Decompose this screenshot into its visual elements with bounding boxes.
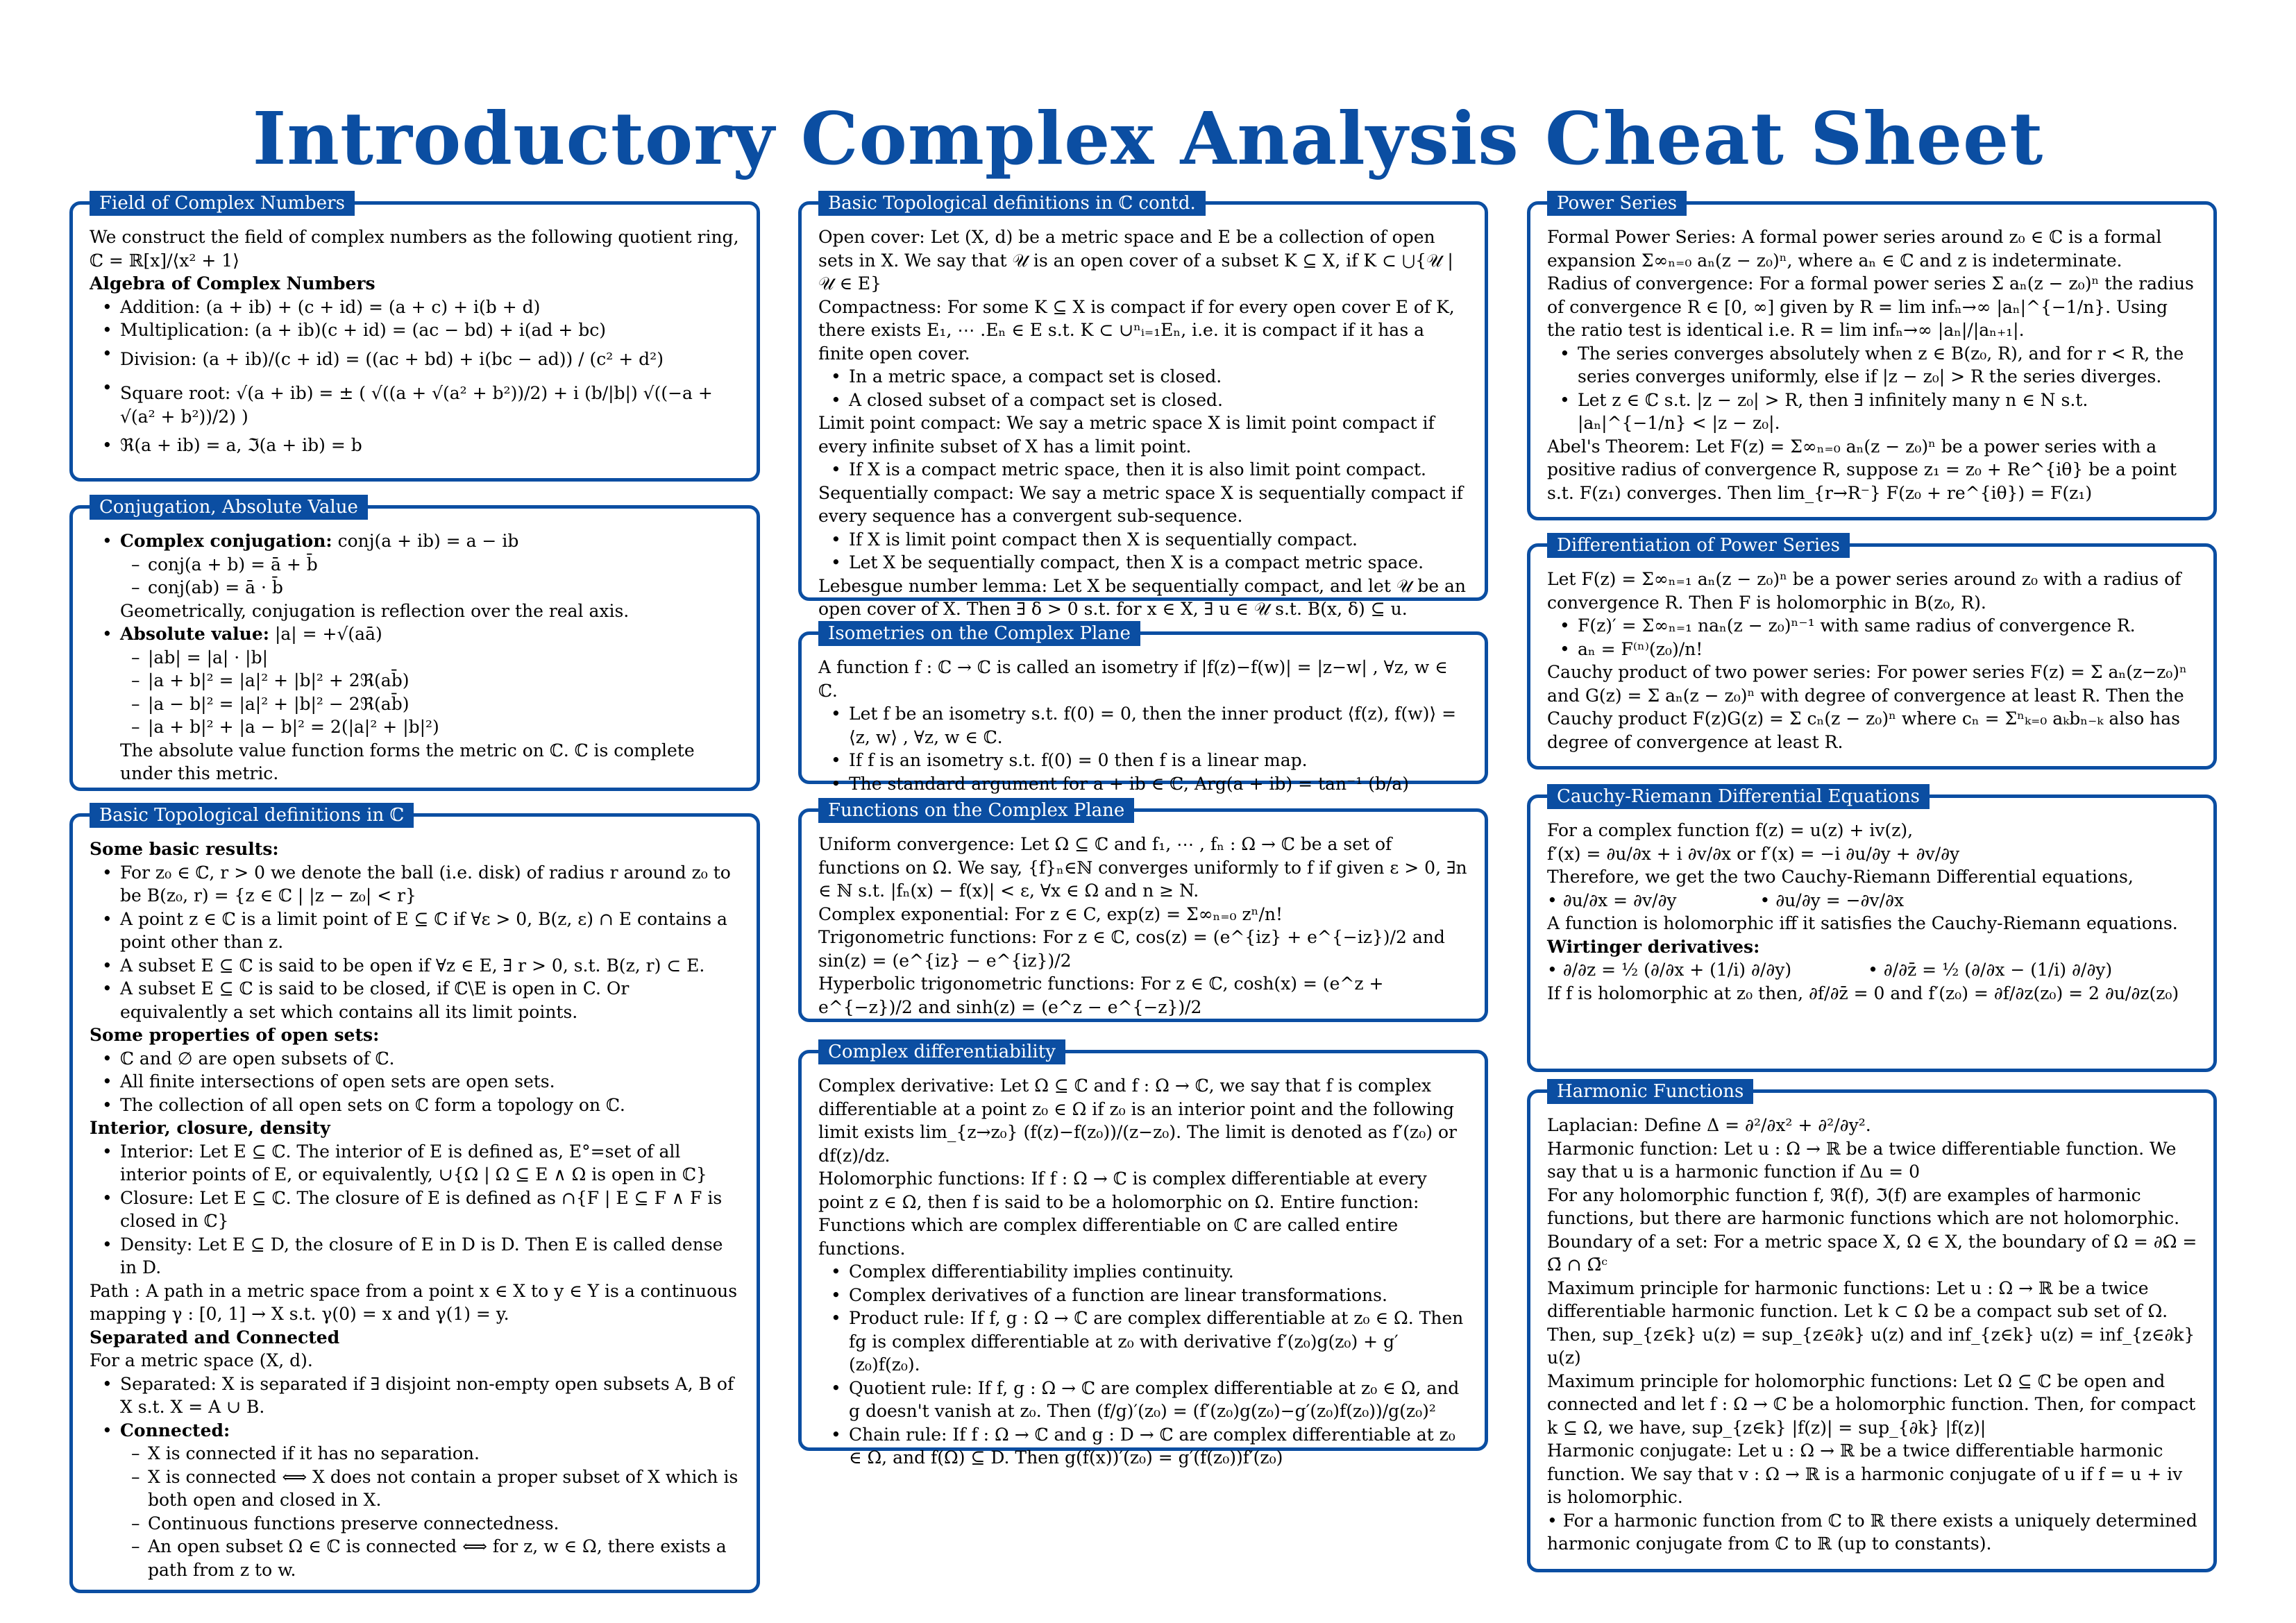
connected-label: Connected:: [120, 1420, 230, 1441]
interior-heading: Interior, closure, density: [90, 1118, 330, 1138]
cr-intro-1: For a complex function f(z) = u(z) + iv(z),: [1547, 820, 1914, 840]
uniform-convergence: Uniform convergence: Let Ω ⊆ ℂ and f₁, ⋯ , fₙ : Ω → ℂ be a set of functions on Ω. We say, {f}ₙ∈ℕ converges uniformly to f if given ε > 0, ∃n ∈ ℕ s.t. |fₙ(x) − f(x)| < ε, ∀x ∈ Ω and n ≥ N.: [818, 834, 1467, 901]
box-title: Differentiation of Power Series: [1547, 533, 1850, 558]
box-title: Basic Topological definitions in ℂ: [90, 803, 414, 828]
list-item: [120, 1419, 741, 1582]
list-item: • Closure: Let E ⊆ ℂ. The closure of E is defined as ∩{F | E ⊆ F ∧ F is closed in ℂ}: [120, 1187, 741, 1233]
page-title: Introductory Complex Analysis Cheat Sheet: [252, 96, 2044, 181]
list-item: • A point z ∈ ℂ is a limit point of E ⊆ ℂ if ∀ε > 0, B(z, ε) ∩ E contains a point other than z.: [120, 908, 741, 954]
list-item: • If X is limit point compact then X is sequentially compact.: [849, 528, 1469, 552]
list-item: – Continuous functions preserve connectedness.: [148, 1512, 741, 1536]
box-topology-2: [798, 193, 1488, 619]
box-power-series: [1527, 193, 2217, 520]
box-title: Field of Complex Numbers: [90, 191, 355, 216]
list-item: • Let z ∈ ℂ s.t. |z − z₀| > R, then ∃ infinitely many n ∈ N s.t. |aₙ|^{−1/n} < |z − z₀|.: [1578, 389, 2198, 435]
abels-theorem: Abel's Theorem: Let F(z) = Σ∞ₙ₌₀ aₙ(z − z₀)ⁿ be a power series with a positive radius of convergence R, suppose z₁ = z₀ + Re^{iθ} be a point s.t. F(z₁) converges. Then lim_{r→R⁻} F(z₀ + re^{iθ}) = F(z₁): [1547, 436, 2177, 503]
open-sets-heading: Some properties of open sets:: [90, 1025, 380, 1045]
cr-last: If f is holomorphic at z₀ then, ∂f/∂z̄ = 0 and f′(z₀) = ∂f/∂z(z₀) = 2 ∂u/∂z(z₀): [1547, 983, 2179, 1003]
list-item: – X is connected ⟺ X does not contain a proper subset of X which is both open and closed in X.: [148, 1465, 741, 1512]
cr-intro-2: f′(x) = ∂u/∂x + i ∂v/∂x or f′(x) = −i ∂u/∂y + ∂v/∂y: [1547, 843, 1960, 864]
list-item: [120, 622, 741, 785]
complex-derivative: Complex derivative: Let Ω ⊆ ℂ and f : Ω → ℂ, we say that f is complex differentiable at a point z₀ ∈ Ω if z₀ is an interior point and the following limit exists lim_{z→z₀} (f(z)−f(z₀))/(z−z₀). The limit is denoted as f′(z₀) or df(z)/dz.: [818, 1076, 1457, 1166]
max-principle-holomorphic: Maximum principle for holomorphic functions: Let Ω ⊆ ℂ be open and connected and let f : Ω → ℂ be a holomorphic function. Then, for compact k ⊆ Ω, we have, sup_{z∈k} |f(z)| = sup_{∂k} |f(z)|: [1547, 1370, 2196, 1438]
box-isometries: [798, 623, 1488, 794]
box-title: Cauchy-Riemann Differential Equations: [1547, 784, 1930, 809]
list-item: • Interior: Let E ⊆ ℂ. The interior of E is defined as, E°=set of all interior points of E, or equivalently, ∪{Ω | Ω ⊆ E ∧ Ω is open in ℂ}: [120, 1140, 741, 1187]
list-item: – An open subset Ω ∈ ℂ is connected ⟺ for z, w ∈ Ω, there exists a path from z to w.: [148, 1535, 741, 1581]
conj-geom: Geometrically, conjugation is reflection over the real axis.: [120, 600, 630, 621]
isometry-intro: A function f : ℂ → ℂ is called an isometry if |f(z)−f(w)| = |z−w| , ∀z, w ∈ ℂ.: [818, 657, 1448, 701]
conj-def: conj(a + ib) = a − ib: [337, 531, 519, 551]
box-differentiation-power-series: [1527, 535, 2217, 770]
cr-eq-2: ∂u/∂y = −∂v/∂x: [1775, 890, 1905, 910]
list-item: • Quotient rule: If f, g : Ω → ℂ are complex differentiable at z₀ ∈ Ω, and g doesn't vanish at z₀. Then (f/g)′(z₀) = (f′(z₀)g(z₀)−g′(z₀)f(z₀))/g(z₀)²: [849, 1377, 1469, 1423]
list-item: • All finite intersections of open sets are open sets.: [120, 1070, 741, 1094]
list-item: [120, 529, 741, 622]
wirtinger-1: ∂/∂z = ½ (∂/∂x + (1/i) ∂/∂y): [1562, 960, 1792, 980]
box-title: Conjugation, Absolute Value: [90, 495, 368, 520]
list-item: • F(z)′ = Σ∞ₙ₌₁ naₙ(z − z₀)ⁿ⁻¹ with same radius of convergence R.: [1578, 614, 2198, 638]
box-complex-differentiability: [798, 1042, 1488, 1468]
wirtinger-heading: Wirtinger derivatives:: [1547, 936, 1760, 957]
box-topology-1: [69, 805, 760, 1593]
lebesgue-lemma: Lebesgue number lemma: Let X be sequentially compact, and let 𝒰 be an open cover of X. Then ∃ δ > 0 s.t. for x ∈ X, ∃ u ∈ 𝒰 s.t. B(x, δ) ⊆ u.: [818, 575, 1467, 619]
separated-intro: For a metric space (X, d).: [90, 1350, 313, 1370]
list-item: – |ab| = |a| · |b|: [148, 646, 741, 670]
box-harmonic-functions: [1527, 1081, 2217, 1572]
field-intro: We construct the field of complex numbers as the following quotient ring, ℂ = ℝ[x]/⟨x² + 1⟩: [90, 227, 739, 271]
abs-label: Absolute value:: [120, 624, 269, 644]
list-item: • The series converges absolutely when z ∈ B(z₀, R), and for r < R, the series converges uniformly, else if |z − z₀| > R the series diverges.: [1578, 342, 2198, 389]
abs-note: The absolute value function forms the metric on ℂ. ℂ is complete under this metric.: [120, 740, 695, 783]
list-item: • If X is a compact metric space, then it is also limit point compact.: [849, 458, 1469, 482]
path-definition: Path : A path in a metric space from a point x ∈ X to y ∈ Y is a continuous mapping γ : [0, 1] → X s.t. γ(0) = x and γ(1) = y.: [90, 1280, 738, 1324]
list-item: • ℂ and ∅ are open subsets of ℂ.: [120, 1047, 741, 1071]
hyperbolic-functions: Hyperbolic trigonometric functions: For z ∈ ℂ, cosh(x) = (e^z + e^{−z})/2 and sinh(z) = (e^z − e^{−z})/2: [818, 974, 1384, 1017]
complex-exponential: Complex exponential: For z ∈ C, exp(z) = Σ∞ₙ₌₀ zⁿ/n!: [818, 903, 1283, 924]
list-item: – |a + b|² + |a − b|² = 2(|a|² + |b|²): [148, 715, 741, 739]
cr-therefore: Therefore, we get the two Cauchy-Riemann Differential equations,: [1547, 867, 2134, 887]
list-item: • Let X be sequentially compact, then X is a compact metric space.: [849, 551, 1469, 575]
box-title: Complex differentiability: [818, 1039, 1065, 1064]
formal-power-series: Formal Power Series: A formal power series around z₀ ∈ ℂ is a formal expansion Σ∞ₙ₌₀ aₙ(z − z₀)ⁿ, where aₙ ∈ ℂ and z is indeterminate.: [1547, 227, 2162, 271]
list-item: • aₙ = F⁽ⁿ⁾(z₀)/n!: [1578, 638, 2198, 661]
harmonic-examples: For any holomorphic function f, ℜ(f), ℑ(f) are examples of harmonic functions, but there are harmonic functions which are not holomorphic.: [1547, 1184, 2180, 1228]
harmonic-function: Harmonic function: Let u : Ω → ℝ be a twice differentiable function. We say that u is a harmonic function if Δu = 0: [1547, 1138, 2177, 1182]
list-item: • The standard argument for a + ib ∈ ℂ, Arg(a + ib) = tan⁻¹ (b/a): [849, 772, 1469, 796]
box-title: Basic Topological definitions in ℂ contd.: [818, 191, 1206, 216]
basic-results-heading: Some basic results:: [90, 839, 279, 859]
wirtinger-2: ∂/∂z̄ = ½ (∂/∂x − (1/i) ∂/∂y): [1883, 960, 2113, 980]
list-item: • Density: Let E ⊆ D, the closure of E in D is D. Then E is called dense in D.: [120, 1233, 741, 1280]
cauchy-product: Cauchy product of two power series: For power series F(z) = Σ aₙ(z−z₀)ⁿ and G(z) = Σ aₙ(z − z₀)ⁿ with degree of convergence at least R. Then the Cauchy product F(z)G(z) = Σ cₙ(z − z₀)ⁿ where cₙ = Σⁿₖ₌₀ aₖbₙ₋ₖ also has degree of convergence at least R.: [1547, 662, 2187, 752]
open-cover: Open cover: Let (X, d) be a metric space and E be a collection of open sets in X. We say that 𝒰 is an open cover of a subset K ⊆ X, if K ⊂ ⋃{𝒰 | 𝒰 ∈ E}: [818, 227, 1453, 294]
list-item: – conj(a + b) = ā + b̄: [148, 553, 741, 577]
cr-holomorphic: A function is holomorphic iff it satisfies the Cauchy-Riemann equations.: [1547, 913, 2178, 933]
list-item: • Complex derivatives of a function are linear transformations.: [849, 1284, 1469, 1307]
limit-point-compact: Limit point compact: We say a metric space X is limit point compact if every infinite subset of X has a limit point.: [818, 413, 1435, 457]
list-item: • A closed subset of a compact set is closed.: [849, 389, 1469, 412]
list-item: • The collection of all open sets on ℂ form a topology on ℂ.: [120, 1094, 741, 1117]
list-item: • Separated: X is separated if ∃ disjoint non-empty open subsets A, B of X s.t. X = A ∪ B.: [120, 1373, 741, 1419]
box-cauchy-riemann: [1527, 786, 2217, 1072]
list-item: • Chain rule: If f : Ω → ℂ and g : D → ℂ are complex differentiable at z₀ ∈ Ω, and f(Ω) ⊆ D. Then g(f(x))′(z₀) = g′(f(z₀))f′(z₀): [849, 1423, 1469, 1470]
list-item: • For z₀ ∈ ℂ, r > 0 we denote the ball (i.e. disk) of radius r around z₀ to be B(z₀, r) = {z ∈ ℂ | |z − z₀| < r}: [120, 861, 741, 908]
box-field-of-complex-numbers: [69, 193, 760, 482]
list-item: • Division: (a + ib)/(c + id) = ((ac + bd) + i(bc − ad)) / (c² + d²): [120, 342, 741, 377]
list-item: – conj(ab) = ā · b̄: [148, 576, 741, 600]
list-item: • Addition: (a + ib) + (c + id) = (a + c) + i(b + d): [120, 296, 741, 319]
harmonic-conjugate: Harmonic conjugate: Let u : Ω → ℝ be a twice differentiable harmonic function. We say that v : Ω → ℝ is a harmonic conjugate of u if f = u + iv is holomorphic.: [1547, 1441, 2183, 1507]
list-item: • Multiplication: (a + ib)(c + id) = (ac − bd) + i(ad + bc): [120, 318, 741, 342]
abs-def: |a| = +√(aā): [274, 624, 382, 644]
list-item: • ℜ(a + ib) = a, ℑ(a + ib) = b: [120, 434, 741, 457]
list-item: • Product rule: If f, g : Ω → ℂ are complex differentiable at z₀ ∈ Ω. Then fg is complex differentiable at z₀ with derivative f′(z₀)g(z₀) + g′(z₀)f(z₀).: [849, 1307, 1469, 1377]
list-item: • Square root: √(a + ib) = ± ( √((a + √(a² + b²))/2) + i (b/|b|) √((−a + √(a² + b²))/2) ): [120, 376, 741, 434]
diffpower-intro: Let F(z) = Σ∞ₙ₌₁ aₙ(z − z₀)ⁿ be a power series around z₀ with a radius of convergence R. Then F is holomorphic in B(z₀, R).: [1547, 569, 2181, 613]
radius-of-convergence: Radius of convergence: For a formal power series Σ aₙ(z − z₀)ⁿ the radius of convergence R ∈ [0, ∞] given by R = lim infₙ→∞ |aₙ|^{−1/n}. Using the ratio test is identical i.e. R = lim infₙ→∞ |aₙ|/|aₙ₊₁|.: [1547, 273, 2194, 340]
wirtinger-derivatives: • ∂/∂z = ½ (∂/∂x + (1/i) ∂/∂y) • ∂/∂z̄ = ½ (∂/∂x − (1/i) ∂/∂y): [1547, 960, 2113, 980]
holomorphic-functions: Holomorphic functions: If f : Ω → ℂ is complex differentiable at every point z ∈ Ω, then f is said to be a holomorphic on Ω. Entire function: Functions which are complex differentiable on ℂ are called entire functions.: [818, 1169, 1427, 1259]
box-title: Isometries on the Complex Plane: [818, 621, 1140, 646]
sequentially-compact: Sequentially compact: We say a metric space X is sequentially compact if every sequence has a convergent sub-sequence.: [818, 482, 1464, 526]
separated-heading: Separated and Connected: [90, 1327, 340, 1348]
max-principle-harmonic: Maximum principle for harmonic functions: Let u : Ω → ℝ be a twice differentiable harmonic function. Let k ⊂ Ω be a compact sub set of Ω. Then, sup_{z∈k} u(z) = sup_{z∈∂k} u(z) and inf_{z∈k} u(z) = inf_{z∈∂k} u(z): [1547, 1277, 2195, 1368]
list-item: – |a + b|² = |a|² + |b|² + 2ℜ(ab̄): [148, 669, 741, 692]
list-item: • Let f be an isometry s.t. f(0) = 0, then the inner product ⟨f(z), f(w)⟩ = ⟨z, w⟩ , ∀z, w ∈ ℂ.: [849, 702, 1469, 749]
boundary-of-set: Boundary of a set: For a metric space X, Ω ∈ X, the boundary of Ω = ∂Ω = Ω̄ ∩ Ω̄ᶜ: [1547, 1231, 2197, 1275]
laplacian: Laplacian: Define Δ = ∂²/∂x² + ∂²/∂y².: [1547, 1115, 1871, 1135]
compactness: Compactness: For some K ⊆ X is compact if for every open cover E of K, there exists E₁, ⋯ .Eₙ ∈ E s.t. K ⊂ ∪ⁿᵢ₌₁Eₙ, i.e. it is compact if it has a finite open cover.: [818, 296, 1455, 364]
list-item: • If f is an isometry s.t. f(0) = 0 then f is a linear map.: [849, 749, 1469, 772]
algebra-heading: Algebra of Complex Numbers: [90, 273, 375, 294]
conj-label: Complex conjugation:: [120, 531, 332, 551]
box-title: Functions on the Complex Plane: [818, 798, 1134, 823]
list-item: • In a metric space, a compact set is closed.: [849, 365, 1469, 389]
box-title: Power Series: [1547, 191, 1687, 216]
list-item: – X is connected if it has no separation.: [148, 1442, 741, 1465]
cr-equations: • ∂u/∂x = ∂v/∂y • ∂u/∂y = −∂v/∂x: [1547, 890, 1905, 910]
list-item: – |a − b|² = |a|² + |b|² − 2ℜ(ab̄): [148, 692, 741, 716]
box-functions: [798, 800, 1488, 1022]
harmonic-last: • For a harmonic function from ℂ to ℝ there exists a uniquely determined harmonic conjugate from ℂ to ℝ (up to constants).: [1547, 1510, 2197, 1554]
cr-eq-1: ∂u/∂x = ∂v/∂y: [1562, 890, 1677, 910]
list-item: • A subset E ⊆ ℂ is said to be open if ∀z ∈ E, ∃ r > 0, s.t. B(z, r) ⊂ E.: [120, 954, 741, 978]
box-conjugation: [69, 497, 760, 791]
list-item: • A subset E ⊆ ℂ is said to be closed, if ℂ\E is open in C. Or equivalently a set which contains all its limit points.: [120, 977, 741, 1023]
trig-functions: Trigonometric functions: For z ∈ ℂ, cos(z) = (e^{iz} + e^{−iz})/2 and sin(z) = (e^{iz} − e^{iz})/2: [818, 927, 1445, 971]
box-title: Harmonic Functions: [1547, 1079, 1753, 1104]
list-item: • Complex differentiability implies continuity.: [849, 1260, 1469, 1284]
